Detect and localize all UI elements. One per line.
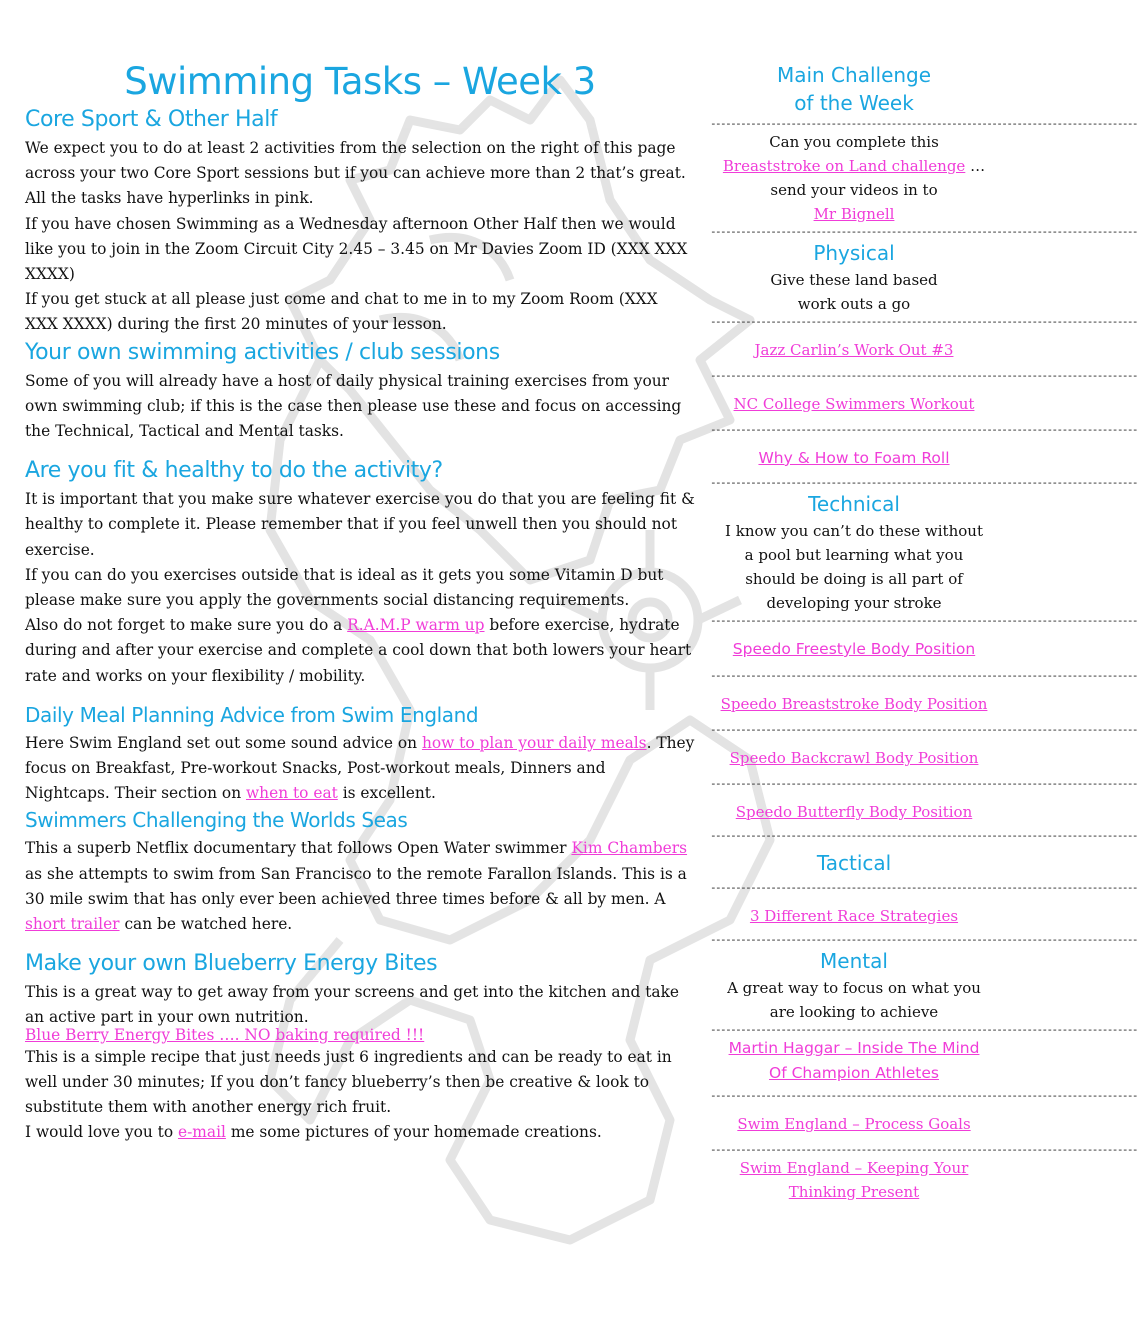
core-p1: We expect you to do at least 2 activities from the selection on the right of this page across your two Core Sport sessions but if you can achieve more than 2 that’s great. [25,139,686,183]
thinking-present-link-2[interactable]: Thinking Present [788,1183,920,1201]
divider: ------------------------------------------------------------------------------------- [710,723,1137,736]
meal-heading: Daily Meal Planning Advice from Swim England [25,702,479,727]
meal-p1 [25,731,695,807]
mr-bignell-link[interactable]: Mr Bignell [813,205,895,223]
sidebar [710,60,1137,1204]
fit-heading: Are you fit & healthy to do the activity? [25,458,443,484]
divider: ------------------------------------------------------------------------------------- [710,614,1137,627]
divider: ------------------------------------------------------------------------------------- [710,117,1137,130]
section-seas [25,808,695,937]
seas-heading: Swimmers Challenging the Worlds Seas [25,808,408,833]
fit-p3 [25,613,695,689]
martin-haggar-link-2[interactable]: Of Champion Athletes [769,1064,939,1082]
technical-text-4: developing your stroke [766,594,942,612]
seas-text-2: as she attempts to swim from San Francisco to the remote Farallon Islands. This is a 30 mile swim that has only ever been achieved three times before & all by men. A [25,864,687,908]
main-challenge-heading: Main Challenge [776,63,932,87]
process-goals-link[interactable]: Swim England – Process Goals [737,1115,971,1133]
kim-chambers-link[interactable]: Kim Chambers [571,839,688,858]
core-p2: All the tasks have hyperlinks in pink. [25,189,314,208]
seas-text: This a superb Netflix documentary that follows Open Water swimmer [25,839,572,858]
mental-heading: Mental [820,949,888,973]
divider: ------------------------------------------------------------------------------------- [710,777,1137,790]
email-link[interactable]: e-mail [177,1123,226,1142]
page-title: Swimming Tasks – Week 3 [124,60,596,103]
bites-heading: Make your own Blueberry Energy Bites [25,951,438,977]
bites-text-2: me some pictures of your homemade creations. [225,1123,602,1142]
ramp-warmup-link[interactable]: R.A.M.P warm up [347,616,485,635]
fit-p3-text-end: before exercise, hydrate during and after your exercise and complete a cool down that both lowers your heart rate and works on your flexibility / mobility. [25,616,692,685]
physical-heading: Physical [813,241,895,265]
breaststroke-link[interactable]: Speedo Breaststroke Body Position [720,695,988,713]
core-p4: If you get stuck at all please just come and chat to me in to my Zoom Room (XXX XXX XXXX) during the first 20 minutes of your lesson. [25,290,658,334]
martin-haggar-link[interactable]: Martin Haggar – Inside The Mind [728,1039,980,1057]
bites-p2: This is a simple recipe that just needs just 6 ingredients and can be ready to eat in well under 30 minutes; If you don’t fancy blueberry’s then be creative & look to substitute them with another energy rich fruit. [25,1047,672,1117]
divider: ------------------------------------------------------------------------------------- [710,829,1137,842]
main-column [25,60,695,1146]
divider: ------------------------------------------------------------------------------------- [710,669,1137,682]
butterfly-link[interactable]: Speedo Butterfly Body Position [735,803,973,821]
section-meal [25,703,695,807]
breaststroke-challenge-link[interactable]: Breaststroke on Land challenge [722,157,966,175]
divider: ------------------------------------------------------------------------------------- [710,476,1137,489]
core-p3: If you have chosen Swimming as a Wednesday afternoon Other Half then we would like you to join in the Zoom Circuit City 2.45 – 3.45 on Mr Davies Zoom ID (XXX XXX XXXX) [25,214,688,284]
physical-text-2: work outs a go [797,295,911,313]
freestyle-link[interactable]: Speedo Freestyle Body Position [732,640,976,658]
technical-text-2: a pool but learning what you [744,546,964,564]
mental-text-1: A great way to focus on what you [727,979,981,997]
divider: ------------------------------------------------------------------------------------- [710,933,1137,946]
main-text-line [710,154,998,178]
divider: ------------------------------------------------------------------------------------- [710,369,1137,382]
section-fit [25,458,695,689]
fit-p3-text: Also do not forget to make sure you do a [25,616,348,635]
section-bites [25,951,695,1145]
divider: ------------------------------------------------------------------------------------- [710,1023,1137,1036]
fit-p1: It is important that you make sure whatever exercise you do that you are feeling fit & healthy to complete it. Please remember that if you feel unwell then you should not exercise. [25,490,695,559]
foam-roll-link[interactable]: Why & How to Foam Roll [758,449,950,467]
physical-text-1: Give these land based [770,271,938,289]
meal-text-3: is excellent. [337,784,436,803]
section-core [25,107,695,338]
fit-p2: If you can do you exercises outside that is ideal as it gets you some Vitamin D but please make sure you apply the governments social distancing requirements. [25,565,664,610]
technical-text-3: should be doing is all part of [745,570,963,588]
jazz-carlin-link[interactable]: Jazz Carlin’s Work Out #3 [754,341,954,359]
divider: ------------------------------------------------------------------------------------- [710,1143,1137,1156]
club-p1: Some of you will already have a host of daily physical training exercises from your own swimming club; if this is the case then please use these and focus on accessing the Technical, Tactical and Mental tasks. [25,371,682,441]
technical-heading: Technical [808,492,900,516]
technical-text-1: I know you can’t do these without [725,522,983,540]
seas-p1 [25,836,695,937]
backcrawl-link[interactable]: Speedo Backcrawl Body Position [729,749,979,767]
main-ellipsis: … [965,157,986,175]
meal-text: Here Swim England set out some sound advice on [25,733,422,752]
blueberry-bites-link[interactable]: Blue Berry Energy Bites …. NO baking required !!! [25,1025,425,1044]
race-strategies-link[interactable]: 3 Different Race Strategies [749,907,959,925]
bites-p3 [25,1120,695,1145]
bites-p1: This is a great way to get away from your screens and get into the kitchen and take an active part in your own nutrition. [25,983,680,1027]
when-to-eat-link[interactable]: when to eat [246,784,338,803]
nc-college-link[interactable]: NC College Swimmers Workout [733,395,975,413]
divider: ------------------------------------------------------------------------------------- [710,225,1137,238]
divider: ------------------------------------------------------------------------------------- [710,1089,1137,1102]
bites-text: I would love you to [25,1123,178,1142]
divider: ------------------------------------------------------------------------------------- [710,423,1137,436]
daily-meals-link[interactable]: how to plan your daily meals [421,733,647,752]
main-text-1: Can you complete this [769,133,939,151]
main-challenge-heading-2: of the Week [794,91,914,115]
core-heading: Core Sport & Other Half [25,107,278,132]
divider: ------------------------------------------------------------------------------------- [710,315,1137,328]
short-trailer-link[interactable]: short trailer [25,915,120,934]
divider: ------------------------------------------------------------------------------------- [710,881,1137,894]
seas-text-3: can be watched here. [119,915,293,934]
section-club [25,340,695,445]
main-text-3: send your videos in to [770,181,938,199]
meal-text-2: . They focus on Breakfast, Pre-workout Snacks, Post-workout meals, Dinners and Nightcaps. Their section on [25,733,695,803]
tactical-heading: Tactical [816,851,892,875]
mental-text-2: are looking to achieve [769,1003,939,1021]
thinking-present-link[interactable]: Swim England – Keeping Your [739,1159,969,1177]
club-heading: Your own swimming activities / club sessions [25,339,500,365]
